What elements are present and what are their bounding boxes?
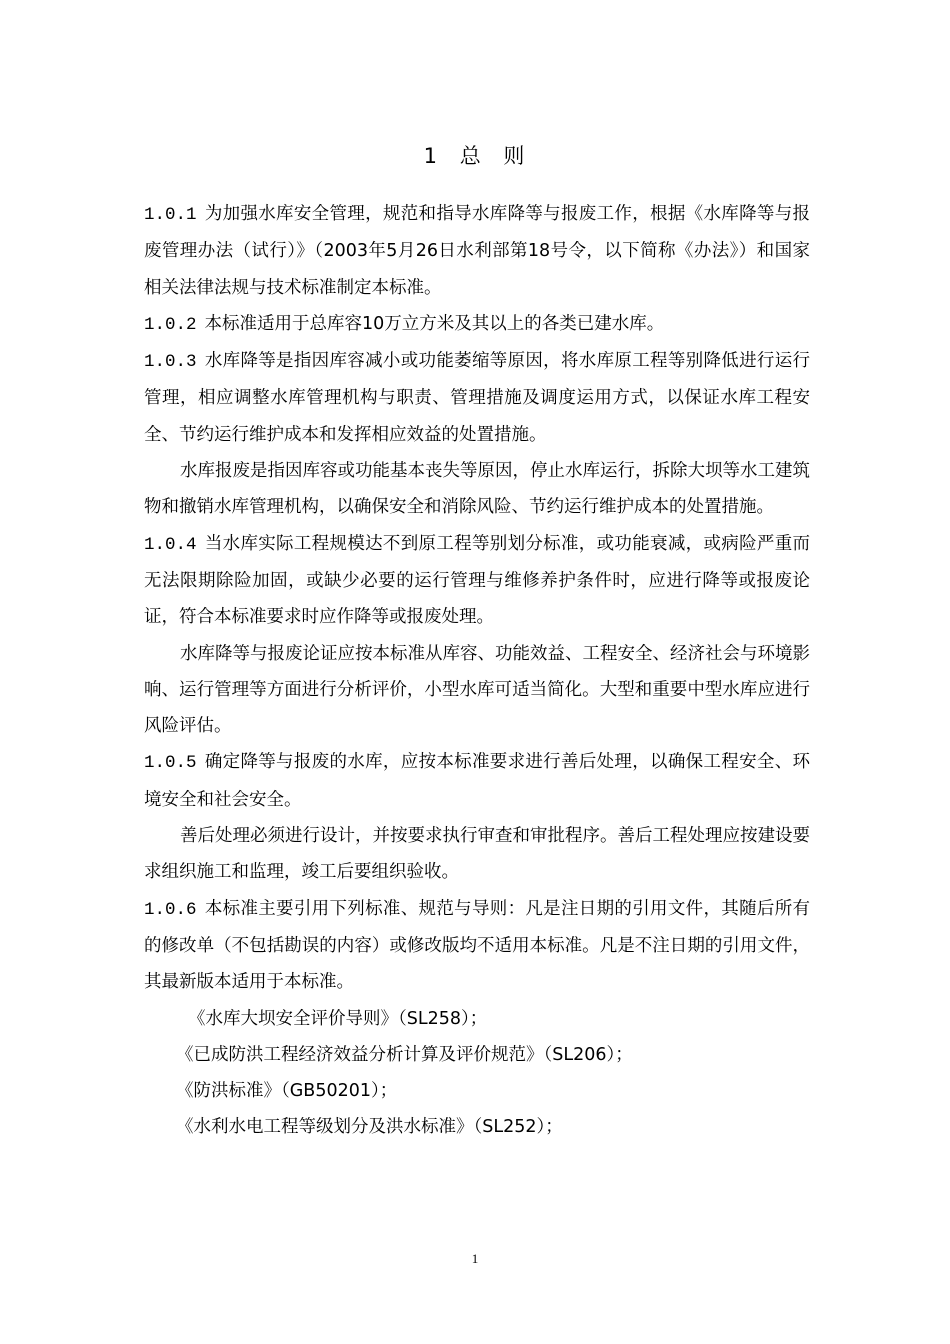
- reference-item: 《防洪标准》（GB50201）；: [176, 1081, 398, 1102]
- clause-text: 当水库实际工程规模达不到原工程等别划分标准，或功能衰减，或病险严重而无法限期除险加固，或缺少必要的运行管理与维修养护条件时，应进行降等或报废论证，符合本标准要求时应作降等或报废处理。: [144, 533, 810, 628]
- page-number: 1: [471, 1251, 479, 1266]
- clause-number: 1.0.3: [144, 352, 197, 373]
- clause-text: 本标准适用于总库容10万立方米及其以上的各类已建水库。: [204, 313, 665, 334]
- chapter-number: 1: [423, 144, 439, 168]
- chapter-title-char-2: 则: [503, 144, 527, 168]
- clause-1-0-5: [144, 744, 810, 818]
- clause-1-0-5-paragraph-2: [144, 818, 810, 891]
- clause-text: 水库降等是指因库容减小或功能萎缩等原因，将水库原工程等别降低进行运行管理，相应调整水库管理机构与职责、管理措施及调度运用方式，以保证水库工程安全、节约运行维护成本和发挥相应效益的处置措施。: [144, 351, 810, 445]
- clause-number: 1.0.6: [144, 899, 197, 920]
- clause-text: 确定降等与报废的水库，应按本标准要求进行善后处理，以确保工程安全、环境安全和社会安全。: [144, 752, 810, 810]
- clause-number: 1.0.1: [144, 205, 197, 225]
- clause-1-0-3: [144, 343, 810, 453]
- chapter-title-char-1: 总: [459, 144, 483, 168]
- clause-number: 1.0.5: [144, 753, 197, 774]
- reference-item: 《已成防洪工程经济效益分析计算及评价规范》（SL206）；: [176, 1044, 633, 1065]
- reference-item: 《水利水电工程等级划分及洪水标准》（SL252）；: [176, 1117, 563, 1138]
- clause-text: 善后处理必须进行设计，并按要求执行审查和审批程序。善后工程处理应按建设要求组织施工和监理，竣工后要组织验收。: [144, 826, 810, 883]
- reference-item: 《水库大坝安全评价导则》（SL258）；: [188, 1008, 488, 1029]
- clause-1-0-4: [144, 526, 810, 636]
- clause-1-0-6: [144, 891, 810, 1001]
- clause-text: 本标准主要引用下列标准、规范与导则：凡是注日期的引用文件，其随后所有的修改单（不包括勘误的内容）或修改版均不适用本标准。凡是不注日期的引用文件，其最新版本适用于本标准。: [144, 898, 810, 993]
- clause-number: 1.0.4: [144, 534, 197, 555]
- clause-text: 为加强水库安全管理，规范和指导水库降等与报废工作，根据《水库降等与报废管理办法（试行）》（2003年5月26日水利部第18号令，以下简称《办法》）和国家相关法律法规与技术标准制定本标准。: [144, 204, 810, 298]
- clause-1-0-3-paragraph-2: [144, 453, 810, 526]
- clause-text: 水库报废是指因库容或功能基本丧失等原因，停止水库运行，拆除大坝等水工建筑物和撤销水库管理机构，以确保安全和消除风险、节约运行维护成本的处置措施。: [144, 461, 810, 518]
- clause-1-0-4-paragraph-2: [144, 636, 810, 745]
- clause-1-0-1: [144, 196, 810, 306]
- chapter-title: [0, 140, 950, 170]
- clause-1-0-2: [144, 306, 810, 343]
- clause-text: 水库降等与报废论证应按本标准从库容、功能效益、工程安全、经济社会与环境影响、运行管理等方面进行分析评价，小型水库可适当简化。大型和重要中型水库应进行风险评估。: [144, 643, 810, 737]
- clause-number: 1.0.2: [144, 314, 197, 335]
- document-body: [144, 196, 810, 1146]
